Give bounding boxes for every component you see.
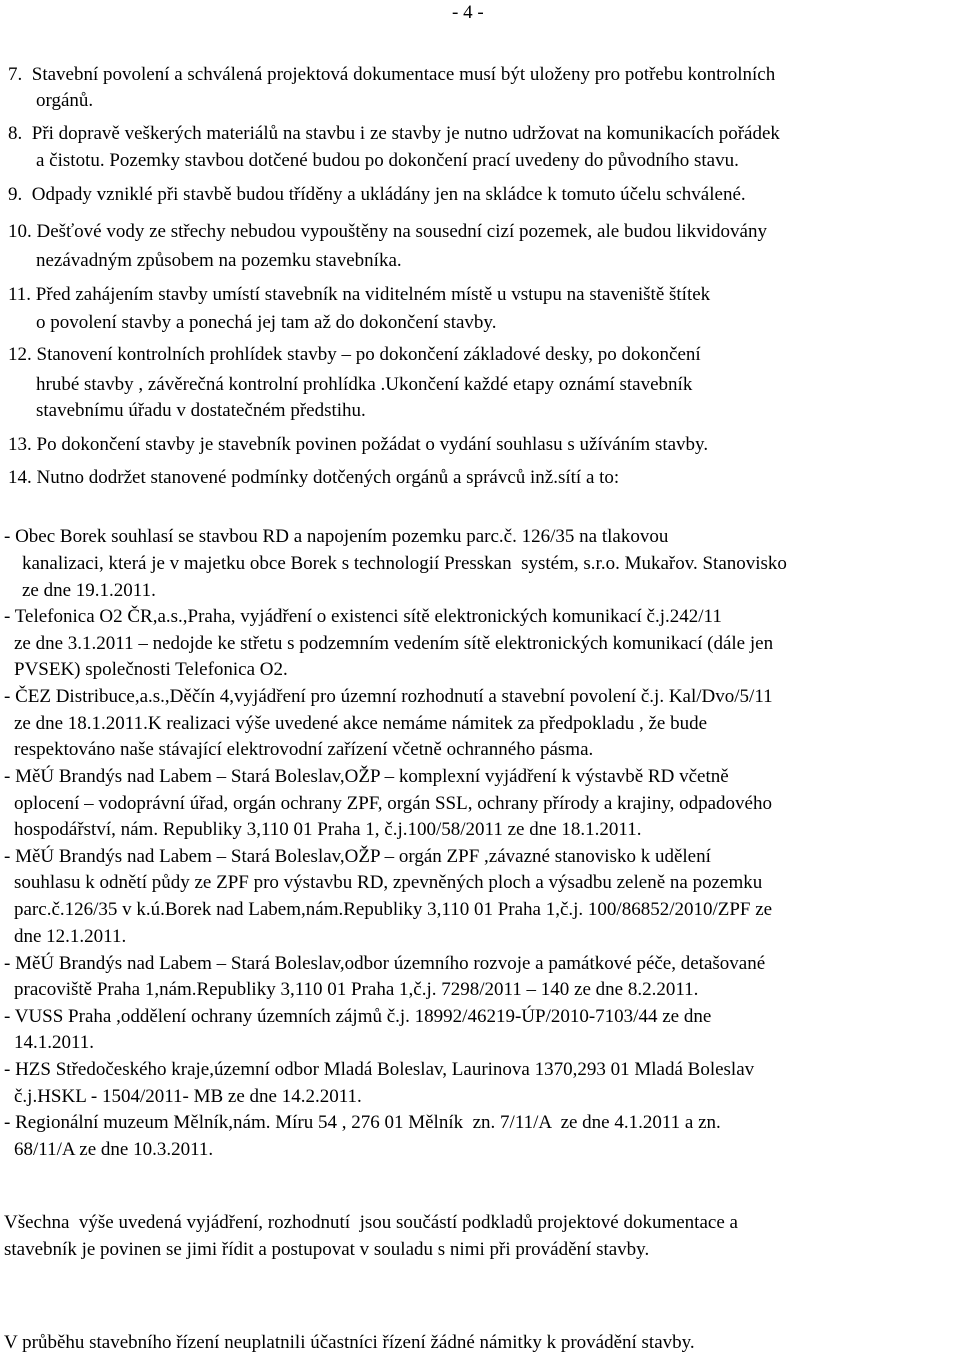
text-line: o povolení stavby a ponechá jej tam až do dokončení stavby.: [36, 312, 497, 333]
text-line: ze dne 18.1.2011.K realizaci výše uvedené akce nemáme námitek za předpokladu , že bude: [14, 713, 708, 734]
text-line: - MěÚ Brandýs nad Labem – Stará Boleslav,odbor územního rozvoje a památkové péče, detašované: [4, 953, 766, 974]
text-line: - Telefonica O2 ČR,a.s.,Praha, vyjádření o existenci sítě elektronických komunikací č.j.242/11: [4, 606, 722, 627]
text-line: respektováno naše stávající elektrovodní zařízení včetně ochranného pásma.: [14, 739, 594, 760]
page-number: - 4 -: [452, 2, 484, 23]
text-line: - MěÚ Brandýs nad Labem – Stará Boleslav,OŽP – orgán ZPF ,závazné stanovisko k udělení: [4, 846, 711, 867]
text-line: nezávadným způsobem na pozemku stavebníka.: [36, 250, 402, 271]
text-line: 7. Stavební povolení a schválená projektová dokumentace musí být uloženy pro potřebu kontrolních: [8, 64, 776, 85]
text-line: 8. Při dopravě veškerých materiálů na stavbu i ze stavby je nutno udržovat na komunikacích pořádek: [8, 123, 780, 144]
text-line: - MěÚ Brandýs nad Labem – Stará Boleslav,OŽP – komplexní vyjádření k výstavbě RD včetně: [4, 766, 729, 787]
text-line: PVSEK) společnosti Telefonica O2.: [14, 659, 288, 680]
text-line: 14.1.2011.: [14, 1032, 95, 1053]
text-line: pracoviště Praha 1,nám.Republiky 3,110 01 Praha 1,č.j. 7298/2011 – 140 ze dne 8.2.2011.: [14, 979, 699, 1000]
text-line: hospodářství, nám. Republiky 3,110 01 Praha 1, č.j.100/58/2011 ze dne 18.1.2011.: [14, 819, 642, 840]
text-line: - ČEZ Distribuce,a.s.,Děčín 4,vyjádření pro územní rozhodnutí a stavební povolení č.j. Kal/Dvo/5/11: [4, 686, 773, 707]
text-line: ze dne 3.1.2011 – nedojde ke střetu s podzemním vedením sítě elektronických komunikací (dále jen: [14, 633, 774, 654]
text-line: dne 12.1.2011.: [14, 926, 127, 947]
text-line: - HZS Středočeského kraje,územní odbor Mladá Boleslav, Laurinova 1370,293 01 Mladá Boleslav: [4, 1059, 755, 1080]
text-line: a čistotu. Pozemky stavbou dotčené budou po dokončení prací uvedeny do původního stavu.: [36, 150, 739, 171]
text-line: V průběhu stavebního řízení neuplatnili účastníci řízení žádné námitky k provádění stavby.: [4, 1332, 695, 1353]
text-line: hrubé stavby , závěrečná kontrolní prohlídka .Ukončení každé etapy oznámí stavebník: [36, 374, 693, 395]
text-line: 10. Dešťové vody ze střechy nebudou vypouštěny na sousední cizí pozemek, ale budou likvidovány: [8, 221, 767, 242]
text-line: - VUSS Praha ,oddělení ochrany územních zájmů č.j. 18992/46219-ÚP/2010-7103/44 ze dne: [4, 1006, 712, 1027]
text-line: ze dne 19.1.2011.: [22, 580, 156, 601]
text-line: kanalizaci, která je v majetku obce Borek s technologií Presskan systém, s.r.o. Mukařov. Stanovisko: [22, 553, 787, 574]
text-line: stavebnímu úřadu v dostatečném předstihu.: [36, 400, 366, 421]
text-line: 68/11/A ze dne 10.3.2011.: [14, 1139, 214, 1160]
text-line: 13. Po dokončení stavby je stavebník povinen požádat o vydání souhlasu s užíváním stavby.: [8, 434, 709, 455]
text-line: č.j.HSKL - 1504/2011- MB ze dne 14.2.2011.: [14, 1086, 362, 1107]
text-line: orgánů.: [36, 90, 94, 111]
text-line: 14. Nutno dodržet stanovené podmínky dotčených orgánů a správců inž.sítí a to:: [8, 467, 620, 488]
text-line: stavebník je povinen se jimi řídit a postupovat v souladu s nimi při provádění stavby.: [4, 1239, 650, 1260]
text-line: 9. Odpady vzniklé při stavbě budou tříděny a ukládány jen na skládce k tomuto účelu schválené.: [8, 184, 746, 205]
text-line: oplocení – vodoprávní úřad, orgán ochrany ZPF, orgán SSL, ochrany přírody a krajiny, odpadového: [14, 793, 772, 814]
text-line: 12. Stanovení kontrolních prohlídek stavby – po dokončení základové desky, po dokončení: [8, 344, 701, 365]
text-line: - Regionální muzeum Mělník,nám. Míru 54 , 276 01 Mělník zn. 7/11/A ze dne 4.1.2011 a zn.: [4, 1112, 721, 1133]
text-line: 11. Před zahájením stavby umístí stavebník na viditelném místě u vstupu na staveniště štítek: [8, 284, 711, 305]
text-line: - Obec Borek souhlasí se stavbou RD a napojením pozemku parc.č. 126/35 na tlakovou: [4, 526, 669, 547]
text-line: souhlasu k odnětí půdy ze ZPF pro výstavbu RD, zpevněných ploch a výsadbu zeleně na pozemku: [14, 872, 763, 893]
text-line: parc.č.126/35 v k.ú.Borek nad Labem,nám.Republiky 3,110 01 Praha 1,č.j. 100/86852/2010/ZPF ze: [14, 899, 773, 920]
text-line: Všechna výše uvedená vyjádření, rozhodnutí jsou součástí podkladů projektové dokumentace a: [4, 1212, 738, 1233]
